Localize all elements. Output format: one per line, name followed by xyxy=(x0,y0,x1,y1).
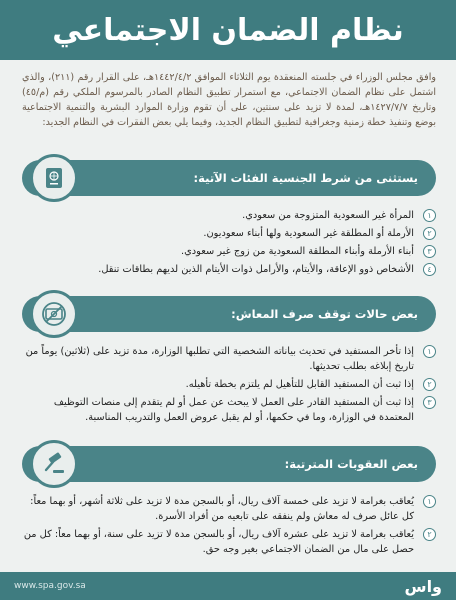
penalties-list xyxy=(22,494,436,560)
section-nationality-exemptions xyxy=(22,160,436,196)
section-penalties xyxy=(22,446,436,482)
list-item: ٣ أبناء الأرملة وأبناء المطلقة السعودية من زوج غير سعودي. xyxy=(22,244,436,259)
passport-icon xyxy=(30,154,78,202)
no-money-icon xyxy=(30,290,78,338)
list-item: ٣ إذا ثبت أن المستفيد القادر على العمل لا يبحث عن عمل أو لم يتقدم إلى منصات التوظيف المعتمدة في الوزارة، وما في حكمها، أو لم يقبل عروض العمل والتدريب المناسبة. xyxy=(22,395,436,425)
list-item: ١ المرأة غير السعودية المتزوجة من سعودي. xyxy=(22,208,436,223)
list-item: ٢ الأرملة أو المطلقة غير السعودية ولها أبناء سعوديون. xyxy=(22,226,436,241)
footer-bar xyxy=(0,572,456,600)
section-title: بعض العقوبات المترتبة: xyxy=(284,457,418,471)
list-item: ٢ إذا ثبت أن المستفيد القابل للتأهيل لم يلتزم بخطة تأهيله. xyxy=(22,377,436,392)
header-banner xyxy=(0,0,456,60)
gavel-icon xyxy=(30,440,78,488)
nationality-exemptions-list xyxy=(22,208,436,280)
list-item: ٢ يُعاقب بغرامة لا تزيد على عشرة آلاف ريال، أو بالسجن مدة لا تزيد على سنة، أو بهما معاً: كل من حصل على مال من الضمان الاجتماعي بغير وجه حق. xyxy=(22,527,436,557)
list-item: ١ إذا تأخر المستفيد في تحديث بياناته الشخصية التي تطلبها الوزارة، مدة تزيد على (ثلاثين) يوماً من تاريخ إبلاغه بطلب تحديثها. xyxy=(22,344,436,374)
brand-logo: واس xyxy=(404,576,442,596)
section-title: بعض حالات توقف صرف المعاش: xyxy=(231,307,418,321)
list-item: ٤ الأشخاص ذوو الإعاقة، والأيتام، والأرامل ذوات الأيتام الذين لديهم بطاقات تنقل. xyxy=(22,262,436,277)
section-title: يستثنى من شرط الجنسية الفئات الآتية: xyxy=(193,171,418,185)
section-pension-stop-cases xyxy=(22,296,436,332)
list-item: ١ يُعاقب بغرامة لا تزيد على خمسة آلاف ريال، أو بالسجن مدة لا تزيد على ثلاثة أشهر، أو بهما معاً: كل عائل صرف له معاش ولم ينفقه على تابعيه من أفراد الأسرة. xyxy=(22,494,436,524)
footer-url: www.spa.gov.sa xyxy=(14,581,86,591)
page-title: نظام الضمان الاجتماعي xyxy=(52,12,404,48)
intro-paragraph: وافق مجلس الوزراء في جلسته المنعقدة يوم الثلاثاء الموافق ١٤٤٢/٤/٢هـ، على القرار رقم (٢١١)، والذي اشتمل على نظام الضمان الاجتماعي، مع استمرار تطبيق النظام الصادر بالمرسوم الملكي رقم (م/٤٥) وتاريخ ١٤٢٧/٧/٧هـ، لمدة لا تزيد على سنتين، على أن تقوم وزارة الموارد البشرية والتنمية الاجتماعية بوضع وتنفيذ خطة زمنية وجغرافية لتطبيق النظام الجديد، وفيما يلي بعض الفقرات في النظام الجديد: xyxy=(22,72,436,128)
pension-stop-cases-list xyxy=(22,344,436,428)
